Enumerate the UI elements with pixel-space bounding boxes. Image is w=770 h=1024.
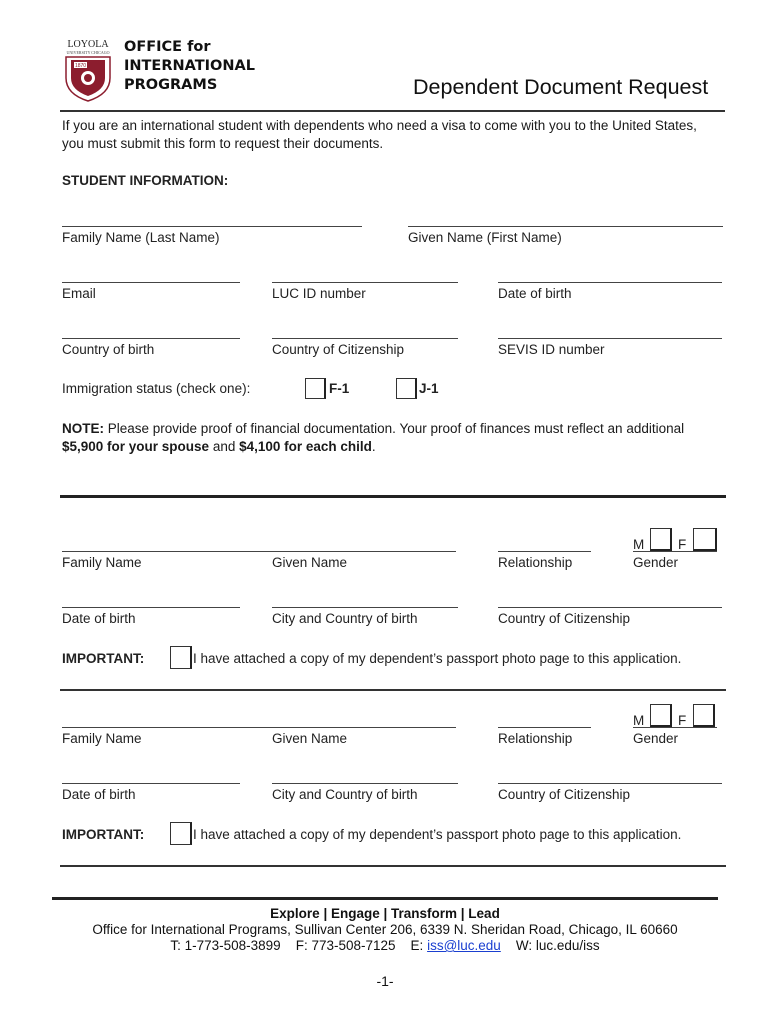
section-divider-3 bbox=[60, 865, 726, 867]
f1-checkbox[interactable] bbox=[305, 378, 326, 399]
dependent-1-dob-field[interactable] bbox=[62, 607, 240, 608]
dependent-2-male-checkbox[interactable] bbox=[650, 704, 672, 727]
dependent-1-male-checkbox[interactable] bbox=[650, 528, 672, 551]
dependent-1-passport-attach-text: I have attached a copy of my dependent’s passport photo page to this application. bbox=[193, 651, 682, 666]
dependent-2-city-country-field[interactable] bbox=[272, 783, 458, 784]
dependent-1-given-name-label: Given Name bbox=[272, 555, 348, 570]
email-field[interactable] bbox=[62, 282, 240, 283]
note-label: NOTE: bbox=[62, 421, 104, 436]
spouse-amount: $5,900 for your spouse bbox=[62, 439, 210, 454]
note-line-2 bbox=[62, 438, 762, 456]
org-line-3: PROGRAMS bbox=[124, 77, 218, 93]
given-name-label: Given Name (First Name) bbox=[408, 230, 562, 245]
document-title: Dependent Document Request bbox=[413, 75, 709, 99]
immigration-status-label: Immigration status (check one): bbox=[62, 381, 251, 396]
country-of-citizenship-label: Country of Citizenship bbox=[272, 342, 405, 357]
note-period: . bbox=[371, 439, 376, 454]
footer-divider bbox=[52, 897, 718, 900]
j1-checkbox[interactable] bbox=[396, 378, 417, 399]
country-of-citizenship-field[interactable] bbox=[272, 338, 458, 339]
dependent-2-family-name-label: Family Name bbox=[62, 731, 142, 746]
section-divider-2 bbox=[60, 689, 726, 691]
dependent-2-important-label: IMPORTANT: bbox=[62, 827, 145, 842]
dependent-2-given-name-label: Given Name bbox=[272, 731, 348, 746]
footer-contact bbox=[0, 938, 770, 953]
dependent-1-relationship-field[interactable] bbox=[498, 551, 591, 552]
family-name-label: Family Name (Last Name) bbox=[62, 230, 220, 245]
dependent-1-gender-label: Gender bbox=[633, 555, 679, 570]
dependent-1-f-label: F bbox=[678, 537, 687, 552]
dependent-2-female-checkbox[interactable] bbox=[693, 704, 715, 727]
country-of-birth-label: Country of birth bbox=[62, 342, 155, 357]
country-of-birth-field[interactable] bbox=[62, 338, 240, 339]
luc-id-field[interactable] bbox=[272, 282, 458, 283]
dependent-2-passport-attach-text: I have attached a copy of my dependent’s passport photo page to this application. bbox=[193, 827, 682, 842]
dependent-2-gender-line bbox=[633, 727, 717, 728]
org-line-2: INTERNATIONAL bbox=[124, 58, 255, 74]
intro-line-1: If you are an international student with dependents who need a visa to come with you to the United States, bbox=[62, 118, 697, 133]
dependent-1-city-country-label: City and Country of birth bbox=[272, 611, 418, 626]
child-amount: $4,100 for each child bbox=[239, 439, 372, 454]
page-number: -1- bbox=[376, 973, 394, 989]
dependent-1-gender-line bbox=[633, 551, 717, 552]
loyola-logo bbox=[60, 38, 112, 100]
dependent-2-gender-label: Gender bbox=[633, 731, 679, 746]
dependent-1-citizenship-label: Country of Citizenship bbox=[498, 611, 631, 626]
footer-email-link[interactable]: iss@luc.edu bbox=[427, 938, 501, 953]
dependent-2-dob-label: Date of birth bbox=[62, 787, 136, 802]
footer-address: Office for International Programs, Sullivan Center 206, 6339 N. Sheridan Road, Chicago, IL 60660 bbox=[92, 922, 678, 937]
dependent-1-important-label: IMPORTANT: bbox=[62, 651, 145, 666]
org-line-1: OFFICE for bbox=[124, 39, 211, 55]
intro-text bbox=[62, 117, 762, 153]
date-of-birth-field[interactable] bbox=[498, 282, 722, 283]
dependent-2-citizenship-label: Country of Citizenship bbox=[498, 787, 631, 802]
dependent-2-m-label: M bbox=[633, 713, 645, 728]
dependent-1-city-country-field[interactable] bbox=[272, 607, 458, 608]
dependent-1-name-field[interactable] bbox=[62, 551, 456, 552]
dependent-1-m-label: M bbox=[633, 537, 645, 552]
dependent-2-relationship-field[interactable] bbox=[498, 727, 591, 728]
j1-label: J-1 bbox=[419, 381, 439, 396]
dependent-2-passport-checkbox[interactable] bbox=[170, 822, 192, 845]
footer-tagline: Explore | Engage | Transform | Lead bbox=[270, 906, 500, 921]
dependent-2-dob-field[interactable] bbox=[62, 783, 240, 784]
date-of-birth-label: Date of birth bbox=[498, 286, 572, 301]
svg-text:UNIVERSITY CHICAGO: UNIVERSITY CHICAGO bbox=[66, 50, 110, 55]
footer-phone: T: 1-773-508-3899 bbox=[170, 938, 281, 953]
email-label: Email bbox=[62, 286, 96, 301]
note-and: and bbox=[209, 439, 240, 454]
given-name-field[interactable] bbox=[408, 226, 723, 227]
dependent-1-citizenship-field[interactable] bbox=[498, 607, 722, 608]
dependent-1-family-name-label: Family Name bbox=[62, 555, 142, 570]
financial-note bbox=[62, 420, 762, 456]
sevis-id-field[interactable] bbox=[498, 338, 722, 339]
dependent-2-relationship-label: Relationship bbox=[498, 731, 573, 746]
dependent-2-city-country-label: City and Country of birth bbox=[272, 787, 418, 802]
dependent-1-dob-label: Date of birth bbox=[62, 611, 136, 626]
f1-label: F-1 bbox=[329, 381, 350, 396]
org-name bbox=[124, 38, 255, 95]
dependent-2-f-label: F bbox=[678, 713, 687, 728]
note-line-1 bbox=[62, 420, 762, 438]
luc-id-label: LUC ID number bbox=[272, 286, 366, 301]
svg-text:1870: 1870 bbox=[74, 63, 87, 69]
student-info-heading: STUDENT INFORMATION: bbox=[62, 173, 229, 188]
title-divider bbox=[60, 110, 725, 112]
footer-email-label: E: bbox=[410, 938, 424, 953]
dependent-2-citizenship-field[interactable] bbox=[498, 783, 722, 784]
sevis-id-label: SEVIS ID number bbox=[498, 342, 605, 357]
note-text: Please provide proof of financial documentation. Your proof of finances must reflect an additional bbox=[104, 421, 685, 436]
section-divider-1 bbox=[60, 495, 726, 498]
footer-web: W: luc.edu/iss bbox=[515, 938, 600, 953]
footer-fax: F: 773-508-7125 bbox=[295, 938, 396, 953]
dependent-2-name-field[interactable] bbox=[62, 727, 456, 728]
loyola-shield-icon bbox=[60, 38, 116, 102]
dependent-1-relationship-label: Relationship bbox=[498, 555, 573, 570]
svg-text:LOYOLA: LOYOLA bbox=[67, 39, 109, 50]
family-name-field[interactable] bbox=[62, 226, 362, 227]
dependent-1-female-checkbox[interactable] bbox=[693, 528, 717, 551]
intro-line-2: you must submit this form to request their documents. bbox=[62, 136, 384, 151]
dependent-1-passport-checkbox[interactable] bbox=[170, 646, 192, 669]
